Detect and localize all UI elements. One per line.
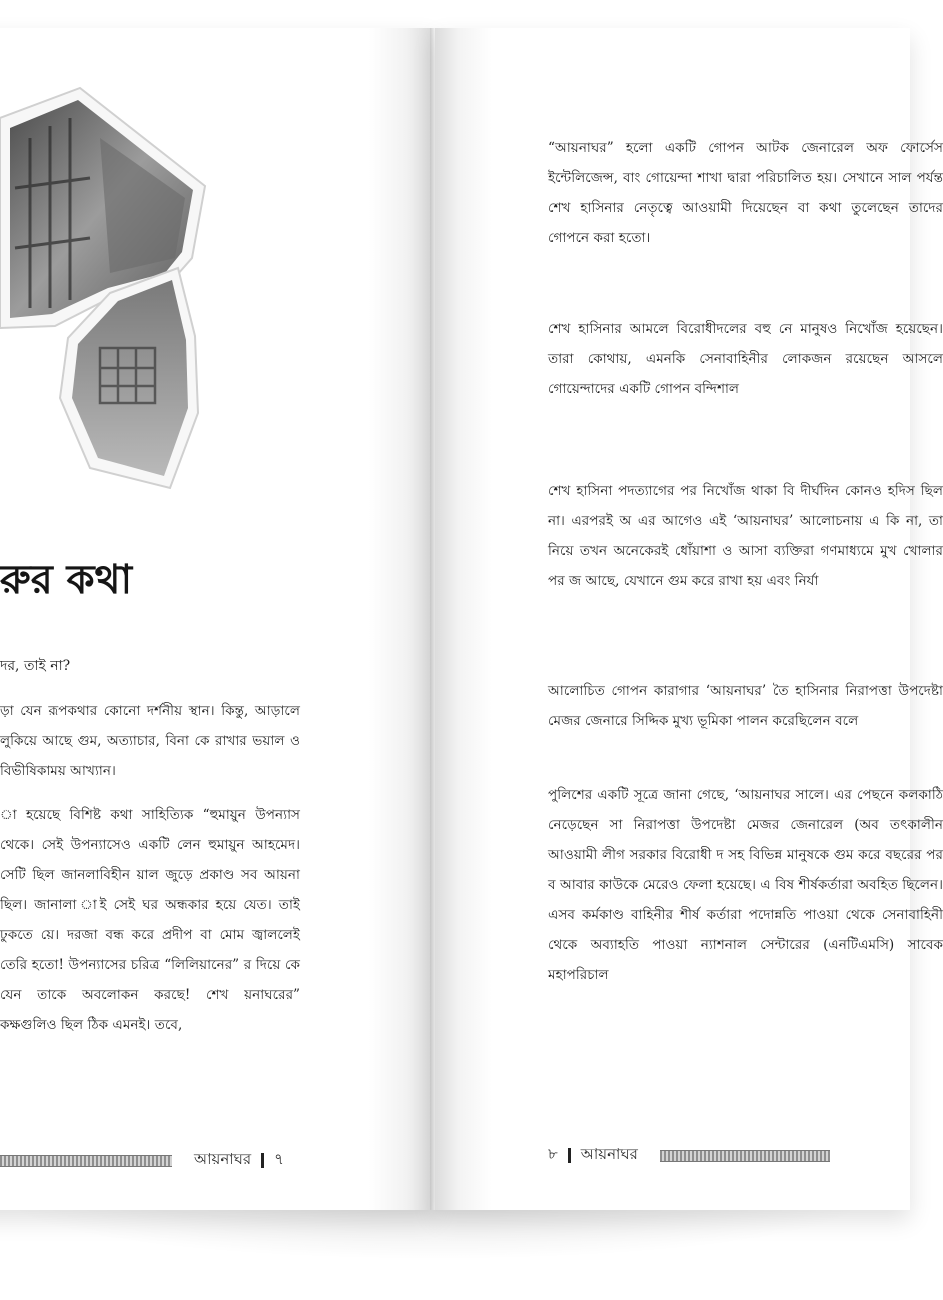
left-paragraph-1: ড়া যেন রূপকথার কোনো দর্শনীয় স্থান। কিন্তু, আড়ালে লুকিয়ে আছে গুম, অত্যাচার, বিনা কে রাখার ভয়াল ও বিভীষিকাময় আখ্যান। bbox=[0, 703, 300, 779]
right-paragraph-2: শেখ হাসিনার আমলে বিরোধীদলের বহু নে মানুষও নিখোঁজ হয়েছেন। তারা কোথায়, এমনকি সেনাবাহিনীর লোকজন রয়েছেন আসলে গোয়েন্দাদের একটি গোপন বন্দিশাল bbox=[548, 321, 943, 397]
right-footer bbox=[548, 1143, 888, 1168]
footer-book-title: আয়নাঘর bbox=[580, 1145, 638, 1163]
right-paragraph-4: আলোচিত গোপন কারাগার ‘আয়নাঘর’ তৈ হাসিনার নিরাপত্তা উপদেষ্টা মেজর জেনারে সিদ্দিক মুখ্য ভূমিকা পালন করেছিলেন বলে bbox=[548, 683, 943, 729]
right-page bbox=[435, 28, 943, 1210]
intro-line: দর, তাই না? bbox=[0, 658, 71, 674]
right-paragraph-3: শেখ হাসিনা পদত্যাগের পর নিখোঁজ থাকা বি দীর্ঘদিন কোনও হদিস ছিল না। এরপরই অ এর আগেও এই ‘আয়নাঘর’ আলোচনায় এ কি না, তা নিয়ে তখন অনেকেরই ধোঁয়াশা ও আসা ব্যক্তিরা গণমাধ্যমে মুখ খোলার পর জ আছে, যেখানে গুম করে রাখা হয় এবং নির্যা bbox=[548, 483, 943, 589]
torn-photo-icon bbox=[0, 68, 260, 488]
footer-book-title: আয়নাঘর bbox=[194, 1150, 252, 1168]
page-number-left: ৭ bbox=[274, 1150, 284, 1168]
chapter-title: রুর কথা bbox=[0, 556, 133, 603]
footer-separator bbox=[261, 1153, 264, 1168]
photo-collage bbox=[0, 68, 260, 488]
left-footer bbox=[0, 1148, 300, 1173]
page-number-right: ৮ bbox=[548, 1145, 558, 1163]
right-paragraph-1: “আয়নাঘর” হলো একটি গোপন আটক জেনারেল অফ ফোর্সেস ইন্টেলিজেন্স, বাং গোয়েন্দা শাখা দ্বারা পরিচালিত হয়। সেখানে সাল পর্যন্ত শেখ হাসিনার নেতৃত্বে আওয়ামী দিয়েছেন বা কথা তুলেছেন তাদের গোপনে করা হতো। bbox=[548, 140, 943, 246]
footer-separator bbox=[568, 1148, 571, 1163]
left-paragraph-2: া হয়েছে বিশিষ্ট কথা সাহিত্যিক “হুমায়ুন উপন্যাস থেকে। সেই উপন্যাসেও একটি লেন হুমায়ুন আহমেদ। সেটি ছিল জানলাবিহীন য়াল জুড়ে প্রকাণ্ড সব আয়না ছিল। জানালা াই সেই ঘর অন্ধকার হয়ে যেত। তাই ঢুকতে য়ে। দরজা বন্ধ করে প্রদীপ বা মোম জ্বাললেই তেরি হতো! উপন্যাসের চরিত্র “লিলিয়ানের” র দিয়ে কে যেন তাকে অবলোকন করছে! শেখ য়নাঘরের” কক্ষগুলিও ছিল ঠিক এমনই। তবে, bbox=[0, 807, 300, 1033]
left-page bbox=[0, 28, 435, 1210]
right-paragraph-5: পুলিশের একটি সূত্রে জানা গেছে, ‘আয়নাঘর সালে। এর পেছনে কলকাঠি নেড়েছেন সা নিরাপত্তা উপদেষ্টা মেজর জেনারেল (অব তৎকালীন আওয়ামী লীগ সরকার বিরোধী দ সহ বিভিন্ন মানুষকে গুম করে বছরের পর ব আবার কাউকে মেরেও ফেলা হয়েছে। এ বিষ শীর্ষকর্তারা অবহিত ছিলেন। এসব কর্মকাণ্ড বাহিনীর শীর্ষ কর্তারা পদোন্নতি পাওয়া থেকে সেনাবাহিনী থেকে অব্যাহতি পাওয়া ন্যাশনাল সেন্টারের (এনটিএমসি) সাবেক মহাপরিচাল bbox=[548, 787, 943, 983]
footer-ornament bbox=[0, 1155, 172, 1167]
footer-ornament bbox=[660, 1150, 830, 1162]
